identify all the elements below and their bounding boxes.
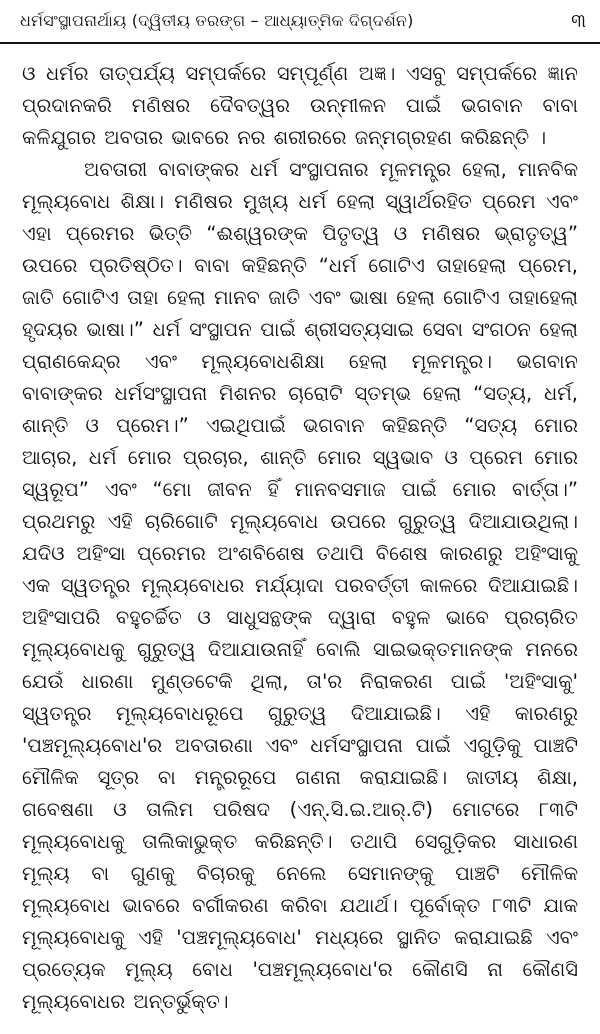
page-number: ୩ <box>571 10 586 32</box>
page-body <box>22 58 578 1018</box>
paragraph-continuation: ଓ ଧର୍ମର ତାତ୍ପର୍ଯ୍ୟ ସମ୍ପର୍କରେ ସମ୍ପୂର୍ଣ୍ଣ ଅଜ୍ଞ। ଏସବୁ ସମ୍ପର୍କରେ ଜ୍ଞାନ ପ୍ରଦାନକରି ମଣିଷର ଦୈବତ୍ୱର ଉନ୍ମୀଳନ ପାଇଁ ଭଗବାନ ବାବା କଳିଯୁଗର ଅବତାର ଭାବରେ ନର ଶରୀରରେ ଜନ୍ମଗ୍ରହଣ କରିଛନ୍ତି । <box>22 62 578 149</box>
page-header <box>0 0 600 44</box>
running-title: ଧର୍ମସଂସ୍ଥାପନାର୍ଥାୟ (ଦ୍ୱିତୀୟ ତରଙ୍ଗ – ଆଧ୍ୟାତ୍ମିକ ଦିଗ୍‌ଦର୍ଶନ) <box>20 11 414 30</box>
paragraph-main: ଅବତାରୀ ବାବାଙ୍କର ଧର୍ମ ସଂସ୍ଥାପନାର ମୂଳମନ୍ତ୍ର ହେଲା, ମାନବିକ ମୂଲ୍ୟବୋଧ ଶିକ୍ଷା। ମଣିଷର ମୁଖ୍ୟ ଧର୍ମ ହେଲା ସ୍ୱାର୍ଥରହିତ ପ୍ରେମ ଏବଂ ଏହା ପ୍ରେମର ଭିତ୍ତି “ଈଶ୍ୱରଙ୍କ ପିତୃତ୍ୱ ଓ ମଣିଷର ଭ୍ରାତୃତ୍ୱ” ଉପରେ ପ୍ରତିଷ୍ଠିତ। ବାବା କହିଛନ୍ତି “ଧର୍ମ ଗୋଟିଏ ତାହାହେଲା ପ୍ରେମ, ଜାତି ଗୋଟିଏ ତାହା ହେଲା ମାନବ ଜାତି ଏବଂ ଭାଷା ହେଲା ଗୋଟିଏ ତାହାହେଲା ହୃଦୟର ଭାଷା।” ଧର୍ମ ସଂସ୍ଥାପନ ପାଇଁ ଶ୍ରୀସତ୍ୟସାଇ ସେବା ସଂଗଠନ ହେଲା ପ୍ରାଣକେନ୍ଦ୍ର ଏବଂ ମୂଲ୍ୟବୋଧଶିକ୍ଷା ହେଲା ମୂଳମନ୍ତ୍ର। ଭଗବାନ ବାବାଙ୍କର ଧର୍ମସଂସ୍ଥାପନା ମିଶନର ଚାରୋଟି ସ୍ତମ୍ଭ ହେଲା “ସତ୍ୟ, ଧର୍ମ, ଶାନ୍ତି ଓ ପ୍ରେମ।” ଏଇଥିପାଇଁ ଭଗବାନ କହିଛନ୍ତି “ସତ୍ୟ ମୋର ଆଚାର, ଧର୍ମ ମୋର ପ୍ରଚାର, ଶାନ୍ତି ମୋର ସ୍ୱଭାବ ଓ ପ୍ରେମ ମୋର ସ୍ୱରୂପ” ଏବଂ “ମୋ ଜୀବନ ହିଁ ମାନବସମାଜ ପାଇଁ ମୋର ବାର୍ତ୍ତା।” ପ୍ରଥମରୁ ଏହି ଚାରିଗୋଟି ମୂଲ୍ୟବୋଧ ଉପରେ ଗୁରୁତ୍ୱ ଦିଆଯାଉଥିଲା। ଯଦିଓ ଅହିଂସା ପ୍ରେମର ଅଂଶବିଶେଷ ତଥାପି ବିଶେଷ କାରଣରୁ ଅହିଂସାକୁ ଏକ ସ୍ୱତନ୍ତ୍ର ମୂଲ୍ୟବୋଧର ମର୍ଯ୍ୟାଦା ପରବର୍ତ୍ତୀ କାଳରେ ଦିଆଯାଇଛି। ଅହିଂସାପରି ବହୁଚର୍ଚ୍ଚିତ ଓ ସାଧୁସନ୍ଥଙ୍କ ଦ୍ୱାରା ବହୁଳ ଭାବେ ପ୍ରଚାରିତ ମୂଲ୍ୟବୋଧକୁ ଗୁରୁତ୍ୱ ଦିଆଯାଉନାହିଁ ବୋଲି ସାଇଭକ୍ତମାନଙ୍କ ମନରେ ଯେଉଁ ଧାରଣା ମୁଣ୍ଡଟେକି ଥିଲା, ତା'ର ନିରାକରଣ ପାଇଁ 'ଅହିଂସାକୁ' ସ୍ୱତନ୍ତ୍ର ମୂଲ୍ୟବୋଧରୂପେ ଗୁରୁତ୍ୱ ଦିଆଯାଇଛି। ଏହି କାରଣରୁ 'ପଞ୍ଚମୂଲ୍ୟବୋଧ'ର ଅବତାରଣା ଏବଂ ଧର୍ମସଂସ୍ଥାପନା ପାଇଁ ଏଗୁଡ଼ିକୁ ପାଞ୍ଚଟି ମୌଳିକ ସୂତ୍ର ବା ମନ୍ତ୍ରରୂପେ ଗଣନା କରାଯାଇଛି। ଜାତୀୟ ଶିକ୍ଷା, ଗବେଷଣା ଓ ତାଲିମ ପରିଷଦ (ଏନ୍.ସି.ଇ.ଆର୍.ଟି) ମୋଟରେ ୮୩ଟି ମୂଲ୍ୟବୋଧକୁ ତାଲିକାଭୁକ୍ତ କରିଛନ୍ତି। ତଥାପି ସେଗୁଡ଼ିକର ସାଧାରଣ ମୂଲ୍ୟ ବା ଗୁଣକୁ ବିଚାରକୁ ନେଲେ ସେମାନଙ୍କୁ ପାଞ୍ଚଟି ମୌଳିକ ମୂଲ୍ୟବୋଧ ଭାବରେ ବର୍ଗୀକରଣ କରିବା ଯଥାର୍ଥ। ପୂର୍ବୋକ୍ତ ୮୩ଟି ଯାକ ମୂଲ୍ୟବୋଧକୁ ଏହି 'ପଞ୍ଚମୂଲ୍ୟବୋଧ' ମଧ୍ୟରେ ସ୍ଥାନିତ କରାଯାଇଛି ଏବଂ ପ୍ରତ୍ୟେକ ମୂଲ୍ୟ ବୋଧ 'ପଞ୍ଚମୂଲ୍ୟବୋଧ'ର କୌଣସି ନା କୌଣସି ମୂଲ୍ୟବୋଧର ଅନ୍ତର୍ଭୁକ୍ତ। <box>22 158 578 1013</box>
